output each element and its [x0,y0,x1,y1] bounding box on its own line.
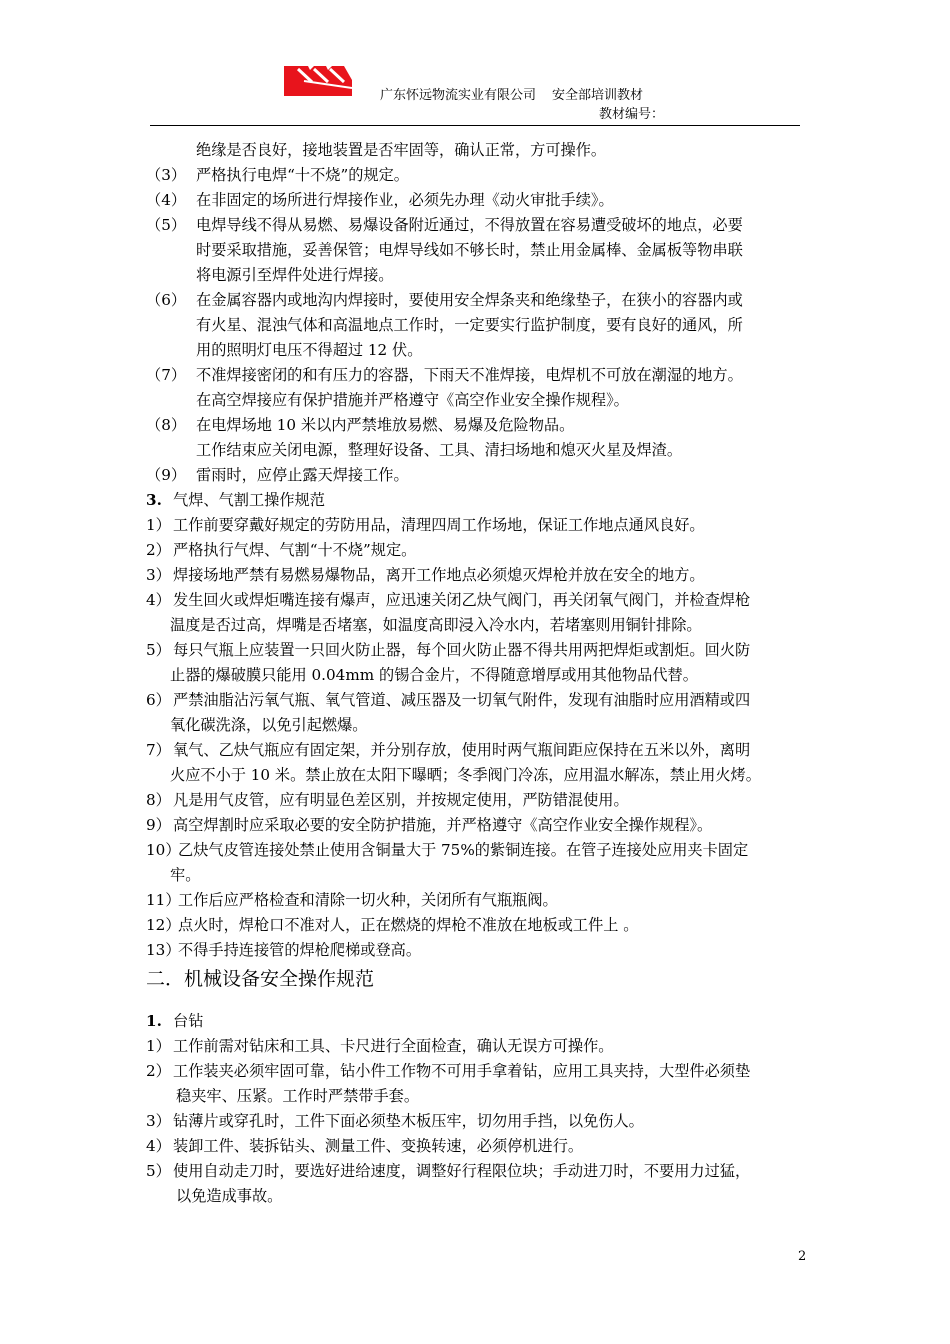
text-line [0,813,950,838]
line-text: 乙炔气皮管连接处禁止使用含铜量大于 75%的紫铜连接。在管子连接处应用夹卡固定 [178,841,749,859]
page-header [0,0,950,130]
text-line [0,613,950,638]
text-line [0,863,950,888]
line-text: 凡是用气皮管，应有明显色差区别，并按规定使用，严防错混使用。 [173,791,629,809]
line-text: 高空焊割时应采取必要的安全防护措施，并严格遵守《高空作业安全操作规程》。 [173,816,713,834]
line-text: 发生回火或焊炬嘴连接有爆声，应迅速关闭乙炔气阀门，再关闭氧气阀门，并检查焊枪 [173,591,751,609]
line-text: 工作装夹必须牢固可靠，钻小件工作物不可用手拿着钻，应用工具夹持，大型件必须垫 [173,1062,751,1080]
text-line [0,338,950,363]
line-text: 工作前要穿戴好规定的劳防用品，清理四周工作场地，保证工作地点通风良好。 [173,516,705,534]
header-divider [150,125,800,126]
text-line [0,163,950,188]
text-line [0,1134,950,1159]
item-number: 5） [146,641,171,659]
header-title [380,84,643,103]
item-number: （3） [146,166,187,184]
text-line [0,688,950,713]
text-line [0,1009,950,1034]
text-line [0,838,950,863]
line-text: 工作结束应关闭电源，整理好设备、工具、清扫场地和熄灭火星及焊渣。 [196,441,682,459]
line-text: 钻薄片或穿孔时，工件下面必须垫木板压牢，切勿用手挡，以免伤人。 [173,1112,644,1130]
spacer [0,995,950,1009]
item-number: 2） [146,541,171,559]
text-line [0,713,950,738]
item-number: 1. [146,1012,162,1030]
document-number-label: 教材编号： [599,107,665,122]
line-text: 以免造成事故。 [176,1187,283,1205]
line-text: 雷雨时，应停止露天焊接工作。 [196,466,409,484]
line-text: 工作后应严格检查和清除一切火种，关闭所有气瓶瓶阀。 [178,891,558,909]
text-line [0,463,950,488]
document-body [0,138,950,1209]
line-text: 台钻 [173,1012,204,1030]
document-type: 安全部培训教材 [552,88,644,103]
text-line [0,363,950,388]
item-number: 8） [146,791,171,809]
item-number: 3） [146,566,171,584]
text-line [0,513,950,538]
item-number: （8） [146,416,187,434]
text-line [0,563,950,588]
text-line [0,938,950,963]
text-line [0,188,950,213]
item-number: （9） [146,466,187,484]
item-number: 3. [146,491,162,509]
item-number: 7） [146,741,171,759]
text-line [0,588,950,613]
section-heading [0,963,950,995]
line-text: 严格执行电焊“十不烧”的规定。 [196,166,409,184]
line-text: 不得手持连接管的焊枪爬梯或登高。 [178,941,421,959]
text-line [0,1184,950,1209]
text-line [0,488,950,513]
text-line [0,313,950,338]
item-number: （7） [146,366,187,384]
item-number: 2） [146,1062,171,1080]
item-number: 10） [146,841,181,859]
line-text: 时要采取措施，妥善保管；电焊导线如不够长时，禁止用金属棒、金属板等物串联 [196,241,743,259]
line-text: 火应不小于 10 米。禁止放在太阳下曝晒；冬季阀门冷冻，应用温水解冻，禁止用火烤。 [170,766,761,784]
text-line [0,438,950,463]
line-text: 在高空焊接应有保护措施并严格遵守《高空作业安全操作规程》。 [196,391,629,409]
line-text: 有火星、混浊气体和高温地点工作时，一定要实行监护制度，要有良好的通风，所 [196,316,743,334]
item-number: 13） [146,941,181,959]
text-line [0,788,950,813]
text-line [0,763,950,788]
line-text: 气焊、气割工操作规范 [173,491,325,509]
line-text: 电焊导线不得从易燃、易爆设备附近通过，不得放置在容易遭受破坏的地点，必要 [196,216,743,234]
line-text: 温度是否过高，焊嘴是否堵塞，如温度高即浸入冷水内，若堵塞则用铜针排除。 [170,616,702,634]
text-line [0,263,950,288]
line-text: 不准焊接密闭的和有压力的容器，下雨天不准焊接，电焊机不可放在潮湿的地方。 [196,366,743,384]
item-number: 11） [146,891,181,909]
line-text: 在金属容器内或地沟内焊接时，要使用安全焊条夹和绝缘垫子，在狭小的容器内或 [196,291,743,309]
company-logo-icon [284,66,352,96]
text-line [0,213,950,238]
line-text: 在电焊场地 10 米以内严禁堆放易燃、易爆及危险物品。 [196,416,575,434]
text-line [0,238,950,263]
line-text: 氧气、乙炔气瓶应有固定架，并分别存放，使用时两气瓶间距应保持在五米以外，离明 [173,741,751,759]
text-line [0,413,950,438]
item-number: （4） [146,191,187,209]
text-line [0,1084,950,1109]
line-text: 工作前需对钻床和工具、卡尺进行全面检查，确认无误方可操作。 [173,1037,614,1055]
line-text: 装卸工件、装拆钻头、测量工件、变换转速，必须停机进行。 [173,1137,584,1155]
text-line [0,388,950,413]
item-number: 9） [146,816,171,834]
text-line [0,1034,950,1059]
text-line [0,738,950,763]
item-number: 5） [146,1162,171,1180]
text-line [0,1109,950,1134]
line-text: 严禁油脂沾污氧气瓶、氧气管道、减压器及一切氧气附件，发现有油脂时应用酒精或四 [173,691,751,709]
text-line [0,1159,950,1184]
item-number: 12） [146,916,181,934]
text-line [0,1059,950,1084]
line-text: 使用自动走刀时，要选好进给速度，调整好行程限位块；手动进刀时，不要用力过猛， [173,1162,751,1180]
text-line [0,638,950,663]
item-number: （6） [146,291,187,309]
text-line [0,663,950,688]
text-line [0,538,950,563]
line-text: 点火时，焊枪口不准对人，正在燃烧的焊枪不准放在地板或工件上 。 [178,916,639,934]
text-line [0,138,950,163]
item-number: 4） [146,591,171,609]
line-text: 在非固定的场所进行焊接作业，必须先办理《动火审批手续》。 [196,191,614,209]
item-number: 1） [146,516,171,534]
line-text: 焊接场地严禁有易燃易爆物品，离开工作地点必须熄灭焊枪并放在安全的地方。 [173,566,705,584]
item-number: 6） [146,691,171,709]
line-text: 稳夹牢、压紧。工作时严禁带手套。 [176,1087,419,1105]
line-text: 严格执行气焊、气割“十不烧”规定。 [173,541,417,559]
text-line [0,888,950,913]
line-text: 止器的爆破膜只能用 0.04mm 的锡合金片，不得随意增厚或用其他物品代替。 [170,666,698,684]
line-text: 每只气瓶上应装置一只回火防止器，每个回火防止器不得共用两把焊炬或割炬。回火防 [173,641,751,659]
text-line [0,913,950,938]
page-number: 2 [798,1249,807,1264]
section-heading-text: 二．机械设备安全操作规范 [146,968,375,990]
company-name: 广东怀远物流实业有限公司 [380,88,537,103]
line-text: 绝缘是否良好，接地装置是否牢固等，确认正常，方可操作。 [196,141,607,159]
item-number: 3） [146,1112,171,1130]
line-text: 牢。 [170,866,201,884]
line-text: 氧化碳洗涤，以免引起燃爆。 [170,716,368,734]
item-number: （5） [146,216,187,234]
text-line [0,288,950,313]
item-number: 4） [146,1137,171,1155]
line-text: 将电源引至焊件处进行焊接。 [196,266,394,284]
line-text: 用的照明灯电压不得超过 12 伏。 [196,341,423,359]
item-number: 1） [146,1037,171,1055]
